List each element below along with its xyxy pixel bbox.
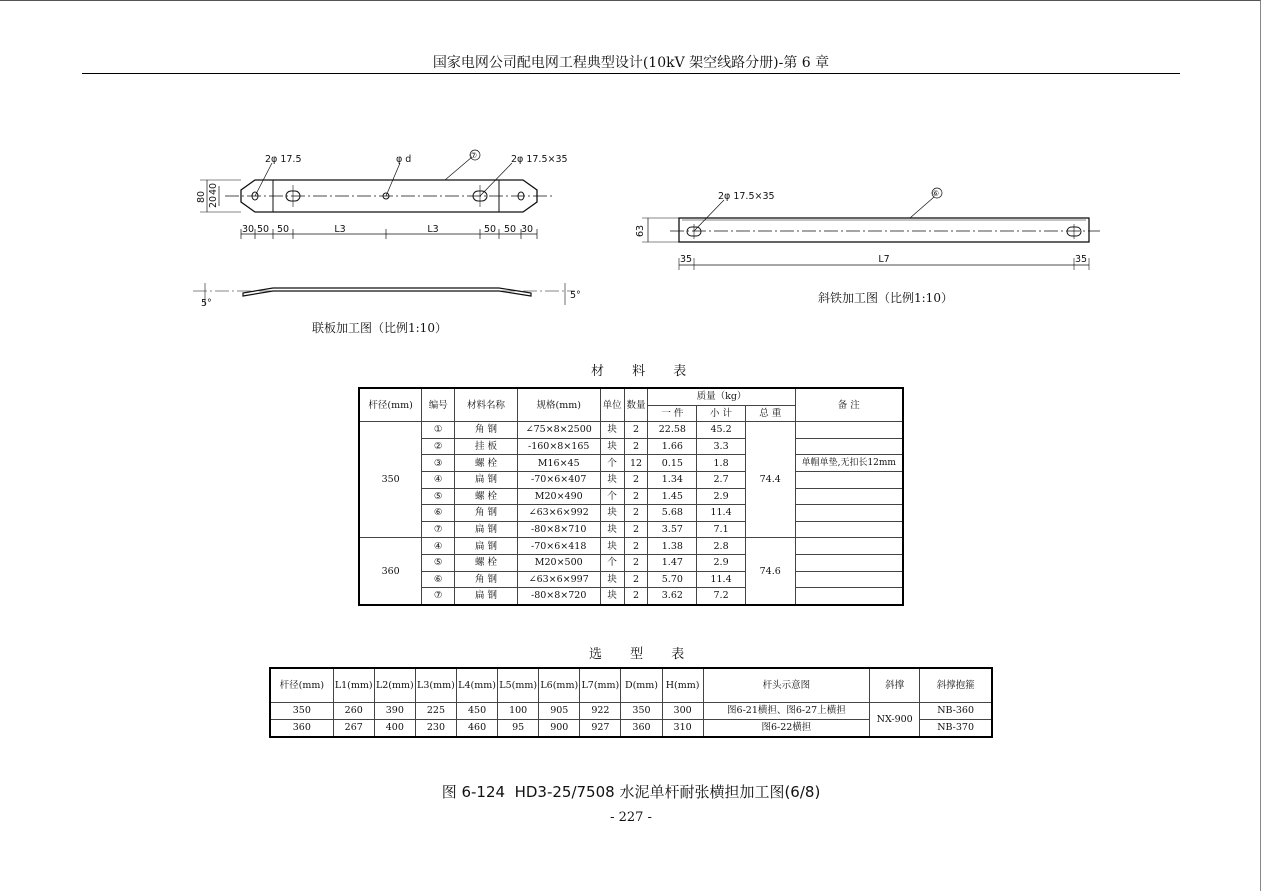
table-row — [359, 571, 903, 588]
table-cell: 螺 栓 — [455, 488, 518, 505]
table-cell — [795, 554, 903, 571]
table-cell: 95 — [498, 719, 539, 737]
diagonal-iron-outline — [679, 218, 1089, 242]
table-cell — [795, 422, 903, 439]
table-cell: ⑤ — [422, 488, 455, 505]
table-cell: NB-370 — [920, 719, 992, 737]
table-cell: 350 — [621, 702, 662, 719]
hdr-note: 备 注 — [795, 388, 903, 422]
table-cell: 斜撑抱箍 — [920, 668, 992, 702]
table-cell: ② — [422, 438, 455, 455]
table-cell: 400 — [374, 719, 415, 737]
table-cell: -160×8×165 — [517, 438, 600, 455]
table-cell: 230 — [415, 719, 456, 737]
label-slot: 2φ 17.5×35 — [511, 154, 568, 165]
table-cell: NB-360 — [920, 702, 992, 719]
table-cell: -80×8×720 — [517, 588, 600, 605]
hdr-total: 总 重 — [745, 405, 795, 422]
diameter-350: 350 — [359, 422, 422, 538]
table-cell: 3.62 — [648, 588, 697, 605]
table-cell: 2.8 — [697, 538, 746, 555]
table-cell: 2 — [624, 471, 648, 488]
table-cell: 45.2 — [697, 422, 746, 439]
table-cell: 斜撑 — [870, 668, 920, 702]
table-cell: 块 — [600, 505, 624, 522]
table-cell: 310 — [662, 719, 703, 737]
total-350: 74.4 — [745, 422, 795, 538]
angle-left: 5° — [201, 298, 212, 309]
table-cell: 杆径(mm) — [270, 668, 333, 702]
diagonal-iron-caption: 斜铁加工图（比例1:10） — [818, 291, 953, 305]
dim-7: 30 — [520, 224, 534, 235]
link-plate-drawing — [185, 145, 605, 315]
table-cell — [795, 521, 903, 538]
table-cell: 1.45 — [648, 488, 697, 505]
table-cell: 927 — [580, 719, 621, 737]
table-cell: 2.9 — [697, 488, 746, 505]
dim-h-a: 20 — [208, 195, 219, 208]
table-cell: 螺 栓 — [455, 554, 518, 571]
table-cell: 11.4 — [697, 505, 746, 522]
material-table — [358, 387, 904, 606]
table-cell: 2 — [624, 438, 648, 455]
table-cell: 角 钢 — [455, 505, 518, 522]
table-cell: 角 钢 — [455, 422, 518, 439]
table-cell — [795, 471, 903, 488]
table-cell: 905 — [539, 702, 580, 719]
table-cell: M20×500 — [517, 554, 600, 571]
table-cell: 螺 栓 — [455, 455, 518, 472]
table-cell: 22.58 — [648, 422, 697, 439]
diagonal-iron-drawing — [630, 180, 1110, 275]
table-cell: 300 — [662, 702, 703, 719]
table-cell: 2 — [624, 505, 648, 522]
table-cell: ④ — [422, 471, 455, 488]
table-cell: 2 — [624, 538, 648, 555]
table-row — [359, 538, 903, 555]
table-cell: ⑥ — [422, 505, 455, 522]
table-cell: 扁 钢 — [455, 538, 518, 555]
table-cell: 3.57 — [648, 521, 697, 538]
hdr-diameter: 杆径(mm) — [359, 388, 422, 422]
label-part-6: ⑥ — [932, 189, 940, 198]
table-cell: L3(mm) — [415, 668, 456, 702]
dim-height: 80 — [196, 190, 207, 204]
table-cell: L2(mm) — [374, 668, 415, 702]
table-cell: M20×490 — [517, 488, 600, 505]
table-cell: 块 — [600, 538, 624, 555]
table-cell: 450 — [457, 702, 498, 719]
hdr-unit: 单位 — [600, 388, 624, 422]
table-cell: ④ — [422, 538, 455, 555]
dim-right: 35 — [1074, 254, 1088, 265]
page-header: 国家电网公司配电网工程典型设计(10kV 架空线路分册)-第 6 章 — [432, 55, 830, 71]
header-rule — [82, 73, 1180, 74]
selection-table-title: 选 型 表 — [589, 647, 697, 662]
table-cell: 块 — [600, 588, 624, 605]
table-cell: 个 — [600, 554, 624, 571]
table-cell: 1.38 — [648, 538, 697, 555]
dim-0: 30 — [241, 224, 255, 235]
table-row — [359, 422, 903, 439]
table-row — [359, 505, 903, 522]
table-cell: -80×8×710 — [517, 521, 600, 538]
hdr-name: 材料名称 — [455, 388, 518, 422]
material-table-title: 材 料 表 — [591, 364, 699, 379]
table-cell — [795, 588, 903, 605]
angle-right: 5° — [570, 290, 581, 301]
table-cell: 2 — [624, 521, 648, 538]
table-cell: 单帽单垫,无扣长12mm — [795, 455, 903, 472]
table-cell: 图6-22横担 — [703, 719, 869, 737]
table-cell: 扁 钢 — [455, 471, 518, 488]
table-cell: 杆头示意图 — [703, 668, 869, 702]
selection-table — [269, 667, 993, 738]
table-cell: 7.1 — [697, 521, 746, 538]
table-cell: 360 — [270, 719, 333, 737]
table-cell: 个 — [600, 488, 624, 505]
table-cell: 900 — [539, 719, 580, 737]
table-cell: 块 — [600, 422, 624, 439]
table-cell: 个 — [600, 455, 624, 472]
table-cell: 2 — [624, 422, 648, 439]
table-cell: 922 — [580, 702, 621, 719]
table-cell: ⑦ — [422, 521, 455, 538]
table-cell: 1.8 — [697, 455, 746, 472]
table-cell: 图6-21横担、图6-27上横担 — [703, 702, 869, 719]
table-cell: 1.34 — [648, 471, 697, 488]
table-cell: 2 — [624, 588, 648, 605]
table-cell: 267 — [333, 719, 374, 737]
table-cell: 1.66 — [648, 438, 697, 455]
table-cell: 390 — [374, 702, 415, 719]
table-cell: 2 — [624, 571, 648, 588]
table-cell: 350 — [270, 702, 333, 719]
dim-h-b: 40 — [208, 182, 219, 195]
table-cell: -70×6×418 — [517, 538, 600, 555]
table-cell: 260 — [333, 702, 374, 719]
hdr-spec: 规格(mm) — [517, 388, 600, 422]
table-cell: 0.15 — [648, 455, 697, 472]
table-cell: 角 钢 — [455, 571, 518, 588]
dim-6: 50 — [503, 224, 517, 235]
table-cell — [795, 571, 903, 588]
table-cell: ∠75×8×2500 — [517, 422, 600, 439]
figure-caption: 图 6-124 HD3-25/7508 水泥单杆耐张横担加工图(6/8) — [441, 783, 821, 801]
table-cell: L5(mm) — [498, 668, 539, 702]
table-cell: 460 — [457, 719, 498, 737]
table-cell: 扁 钢 — [455, 521, 518, 538]
table-cell: 块 — [600, 521, 624, 538]
label-end-hole: 2φ 17.5 — [265, 154, 302, 165]
link-plate-caption: 联板加工图（比例1:10） — [312, 321, 447, 335]
dim-3: L3 — [334, 224, 346, 235]
table-cell: 块 — [600, 471, 624, 488]
dim-left: 35 — [679, 254, 693, 265]
dim-2: 50 — [276, 224, 290, 235]
table-cell: 100 — [498, 702, 539, 719]
table-cell: 扁 钢 — [455, 588, 518, 605]
hdr-subtotal: 小 计 — [697, 405, 746, 422]
table-cell: D(mm) — [621, 668, 662, 702]
table-cell: ① — [422, 422, 455, 439]
label-slot: 2φ 17.5×35 — [718, 191, 775, 202]
table-row — [359, 455, 903, 472]
total-360: 74.6 — [745, 538, 795, 605]
table-row — [359, 471, 903, 488]
table-cell: ⑥ — [422, 571, 455, 588]
table-cell: 块 — [600, 571, 624, 588]
table-cell: 11.4 — [697, 571, 746, 588]
table-cell: ∠63×6×992 — [517, 505, 600, 522]
hdr-no: 编号 — [422, 388, 455, 422]
table-cell: H(mm) — [662, 668, 703, 702]
dim-4: L3 — [427, 224, 439, 235]
table-cell: L7(mm) — [580, 668, 621, 702]
table-cell: 5.70 — [648, 571, 697, 588]
table-row — [270, 702, 992, 719]
label-center-hole: φ d — [396, 154, 412, 165]
table-cell: 1.47 — [648, 554, 697, 571]
table-row — [359, 521, 903, 538]
table-row — [359, 488, 903, 505]
table-cell: 挂 板 — [455, 438, 518, 455]
table-cell: ∠63×6×997 — [517, 571, 600, 588]
table-cell: -70×6×407 — [517, 471, 600, 488]
diameter-360: 360 — [359, 538, 422, 605]
table-cell: 12 — [624, 455, 648, 472]
table-cell: 225 — [415, 702, 456, 719]
table-cell: 2 — [624, 554, 648, 571]
table-row — [359, 588, 903, 605]
table-row — [359, 554, 903, 571]
table-cell — [795, 488, 903, 505]
table-cell: 2.7 — [697, 471, 746, 488]
dim-1: 50 — [256, 224, 270, 235]
table-cell: L4(mm) — [457, 668, 498, 702]
table-cell: ③ — [422, 455, 455, 472]
table-cell — [795, 505, 903, 522]
table-cell: 7.2 — [697, 588, 746, 605]
table-cell: 5.68 — [648, 505, 697, 522]
page-number: - 227 - — [610, 810, 652, 825]
brace-model: NX-900 — [870, 702, 920, 737]
table-cell: L1(mm) — [333, 668, 374, 702]
link-plate-side-view — [243, 288, 531, 296]
table-cell — [795, 538, 903, 555]
table-cell: M16×45 — [517, 455, 600, 472]
hdr-mass: 质量（kg） — [648, 388, 795, 405]
table-cell: 2.9 — [697, 554, 746, 571]
dim-length: L7 — [878, 254, 890, 265]
table-cell: 3.3 — [697, 438, 746, 455]
table-cell: ⑦ — [422, 588, 455, 605]
dim-height: 63 — [635, 224, 646, 238]
table-cell — [795, 438, 903, 455]
hdr-piece: 一 件 — [648, 405, 697, 422]
table-cell: 块 — [600, 438, 624, 455]
table-row — [359, 438, 903, 455]
table-cell: ⑤ — [422, 554, 455, 571]
hdr-qty: 数量 — [624, 388, 648, 422]
table-cell: 2 — [624, 488, 648, 505]
table-cell: L6(mm) — [539, 668, 580, 702]
table-cell: 360 — [621, 719, 662, 737]
dim-5: 50 — [483, 224, 497, 235]
label-part-7: ⑦ — [470, 151, 478, 160]
